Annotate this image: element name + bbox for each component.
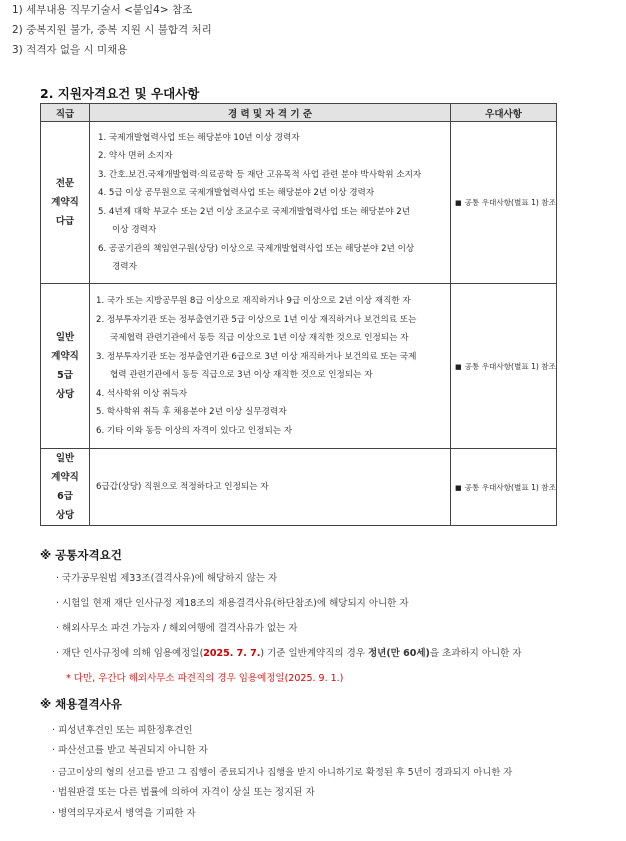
requirement-item: 1. 국가 또는 지방공무원 8급 이상으로 재직하거나 9급 이상으로 2년 이상 재직한 자 [96, 296, 411, 306]
disqualification-item: · 파산선고를 받고 복권되지 아니한 자 [52, 745, 208, 756]
requirement-item: 3. 간호.보건.국제개발협력·의료공학 등 재단 고유목적 사업 관련 분야 박사학위 소지자 [98, 169, 422, 180]
preference-cell: ■ 공통 우대사항(별표 1) 참조 [451, 284, 557, 449]
requirement-item: 2. 정부투자기관 또는 정부출연기관 5급 이상으로 1년 이상 재직하거나 보건의료 또는 국제협력 관련기관에서 동등 직급 이상으로 1년 이상 재직한 것으로 인정되는 자 [96, 314, 417, 343]
requirement-item: 3. 정부투자기관 또는 정부출연기관 6급으로 3년 이상 재직하거나 보건의료 또는 국제 협력 관련기관에서 동등 직급으로 3년 이상 재직한 것으로 인정되는 자 [96, 351, 417, 380]
square-bullet-icon: ■ [455, 362, 462, 371]
header-preference: 우대사항 [451, 104, 557, 122]
common-item: · 시험일 현재 재단 인사규정 제18조의 채용결격사유(하단참조)에 해당되지 아니한 자 [56, 598, 409, 609]
table-row [41, 122, 557, 284]
requirement-item: 1. 국제개발협력사업 또는 해당분야 10년 이상 경력자 [98, 132, 300, 143]
disqualification-item: · 법원판결 또는 다른 법률에 의하여 자격이 상실 또는 정지된 자 [52, 787, 315, 798]
top-note-1: 1) 세부내용 직무기술서 <붙임4> 참조 [12, 4, 193, 16]
grade-line: 6급 [57, 491, 73, 502]
preference-cell: ■ 공통 우대사항(별표 1) 참조 [451, 122, 557, 284]
requirement-item: 2. 약사 면허 소지자 [98, 151, 173, 161]
common-requirements-title: ※ 공통자격요건 [40, 548, 122, 562]
common-item-retirement: · 재단 인사규정에 의해 임용예정일(2025. 7. 7.) 기준 일반계약직의 경우 정년(만 60세)을 초과하지 아니한 자 [56, 648, 522, 659]
requirement-item: 5. 4년제 대학 부교수 또는 2년 이상 조교수로 국제개발협력사업 또는 해당분야 2년 이상 경력자 [98, 206, 411, 235]
disqualification-item: · 피성년후견인 또는 피한정후견인 [52, 725, 193, 736]
requirement-item: 4. 석사학위 이상 취득자 [96, 388, 188, 399]
requirement-item: 6급갑(상당) 직원으로 적정하다고 인정되는 자 [96, 481, 269, 492]
disqualification-item: · 금고이상의 형의 선고를 받고 그 집행이 종료되거나 집행을 받지 아니하기로 확정된 후 5년이 경과되지 아니한 자 [52, 767, 513, 778]
header-grade: 직급 [41, 104, 90, 122]
requirement-item: 6. 공공기관의 책임연구원(상당) 이상으로 국제개발협력사업 또는 해당분야 2년 이상 경력자 [98, 243, 415, 272]
grade-line: 상당 [55, 389, 75, 400]
uganda-note: * 다만, 우간다 해외사무소 파견직의 경우 임용예정일(2025. 9. 1.) [66, 673, 344, 684]
requirements-cell [90, 449, 451, 526]
table-row [41, 284, 557, 449]
top-note-3: 3) 적격자 없을 시 미채용 [12, 44, 128, 56]
common-item: · 해외사무소 파견 가능자 / 해외여행에 결격사유가 없는 자 [56, 623, 298, 634]
grade-line: 계약직 [51, 351, 79, 362]
table-row [41, 449, 557, 526]
square-bullet-icon: ■ [455, 483, 462, 492]
requirements-cell [90, 122, 451, 284]
grade-cell [41, 449, 90, 526]
grade-line: 일반 [55, 453, 75, 464]
grade-line: 상당 [55, 510, 75, 521]
header-requirements: 경 력 및 자 격 기 준 [90, 104, 451, 122]
top-note-2: 2) 중복지원 불가, 중복 지원 시 불합격 처리 [12, 24, 212, 36]
grade-cell [41, 284, 90, 449]
grade-line: 계약직 [51, 197, 79, 208]
grade-line: 전문 [55, 178, 75, 189]
requirement-item: 4. 5급 이상 공무원으로 국제개발협력사업 또는 해당분야 2년 이상 경력자 [98, 188, 375, 198]
qualification-table [40, 103, 557, 526]
requirements-cell [90, 284, 451, 449]
grade-line: 일반 [55, 332, 75, 343]
square-bullet-icon: ■ [455, 199, 462, 207]
grade-cell [41, 122, 90, 284]
preference-cell: ■ 공통 우대사항(별표 1) 참조 [451, 449, 557, 526]
grade-line: 계약직 [51, 472, 79, 483]
common-item: · 국가공무원법 제33조(결격사유)에 해당하지 않는 자 [56, 573, 278, 584]
grade-line: 다급 [55, 216, 75, 227]
requirement-item: 6. 기타 이와 동등 이상의 자격이 있다고 인정되는 자 [96, 425, 293, 436]
requirement-item: 5. 학사학위 취득 후 채용분야 2년 이상 실무경력자 [96, 407, 287, 417]
disqualification-title: ※ 채용결격사유 [40, 697, 122, 711]
grade-line: 5급 [57, 370, 73, 381]
disqualification-item: · 병역의무자로서 병역을 기피한 자 [52, 808, 196, 819]
section-2-title: 2. 지원자격요건 및 우대사항 [40, 86, 200, 101]
table-header-row [41, 104, 557, 122]
